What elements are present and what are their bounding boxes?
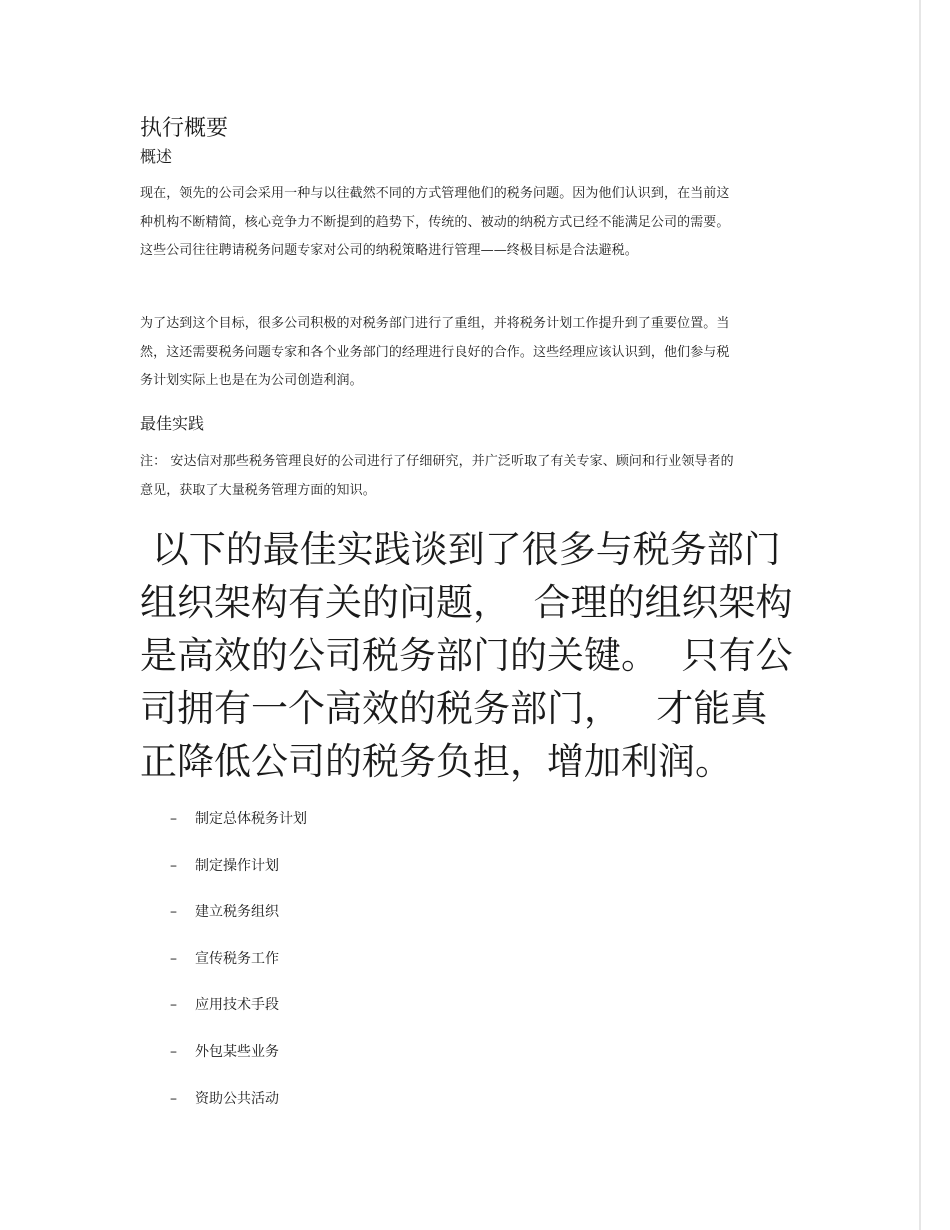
list-bullet: – [170, 1043, 177, 1060]
page-edge-divider [919, 0, 921, 1230]
paragraph-note: 注： 安达信对那些税务管理良好的公司进行了仔细研究，并广泛听取了有关专家、顾问和行业领导者的意见，获取了大量税务管理方面的知识。 [140, 454, 734, 498]
section-heading-best-practice: 最佳实践 [140, 414, 205, 433]
list-bullet: – [170, 997, 177, 1014]
list-item-label: 外包某些业务 [195, 1043, 279, 1060]
list-item-label: 制定操作计划 [195, 857, 279, 874]
list-item [170, 853, 307, 900]
list-item-label: 资助公共活动 [195, 1090, 279, 1107]
paragraph-intro: 现在，领先的公司会采用一种与以往截然不同的方式管理他们的税务问题。因为他们认识到，在当前这种机构不断精简，核心竞争力不断提到的趋势下，传统的、被动的纳税方式已经不能满足公司的需要。这些公司往往聘请税务问题专家对公司的纳税策略进行管理——终极目标是合法避税。 [140, 186, 730, 258]
list-item-label: 应用技术手段 [195, 997, 279, 1014]
list-item-label: 宣传税务工作 [195, 950, 279, 967]
page-title: 执行概要 [140, 116, 229, 141]
paragraph-goal: 为了达到这个目标，很多公司积极的对税务部门进行了重组，并将税务计划工作提升到了重要位置。当然，这还需要税务问题专家和各个业务部门的经理进行良好的合作。这些经理应该认识到，他们参与税务计划实际上也是在为公司创造利润。 [140, 316, 730, 388]
list-item [170, 1086, 307, 1133]
list-item [170, 806, 307, 853]
list-item [170, 946, 307, 993]
emphasis-paragraph: 以下的最佳实践谈到了很多与税务部门组织架构有关的问题， 合理的组织架构是高效的公司税务部门的关键。 只有公司拥有一个高效的税务部门， 才能真 正降低公司的税务负担，增加利润。 [140, 528, 793, 783]
list-bullet: – [170, 1090, 177, 1107]
list-bullet: – [170, 811, 177, 827]
list-bullet: – [170, 904, 177, 921]
list-item [170, 992, 307, 1039]
section-subtitle-overview: 概述 [140, 147, 173, 166]
list-item [170, 899, 307, 946]
list-item [170, 1039, 307, 1086]
list-bullet: – [170, 950, 177, 967]
best-practice-list [170, 806, 307, 1132]
list-item-label: 制定总体税务计划 [195, 811, 307, 827]
list-item-label: 建立税务组织 [195, 904, 279, 921]
list-bullet: – [170, 857, 177, 874]
